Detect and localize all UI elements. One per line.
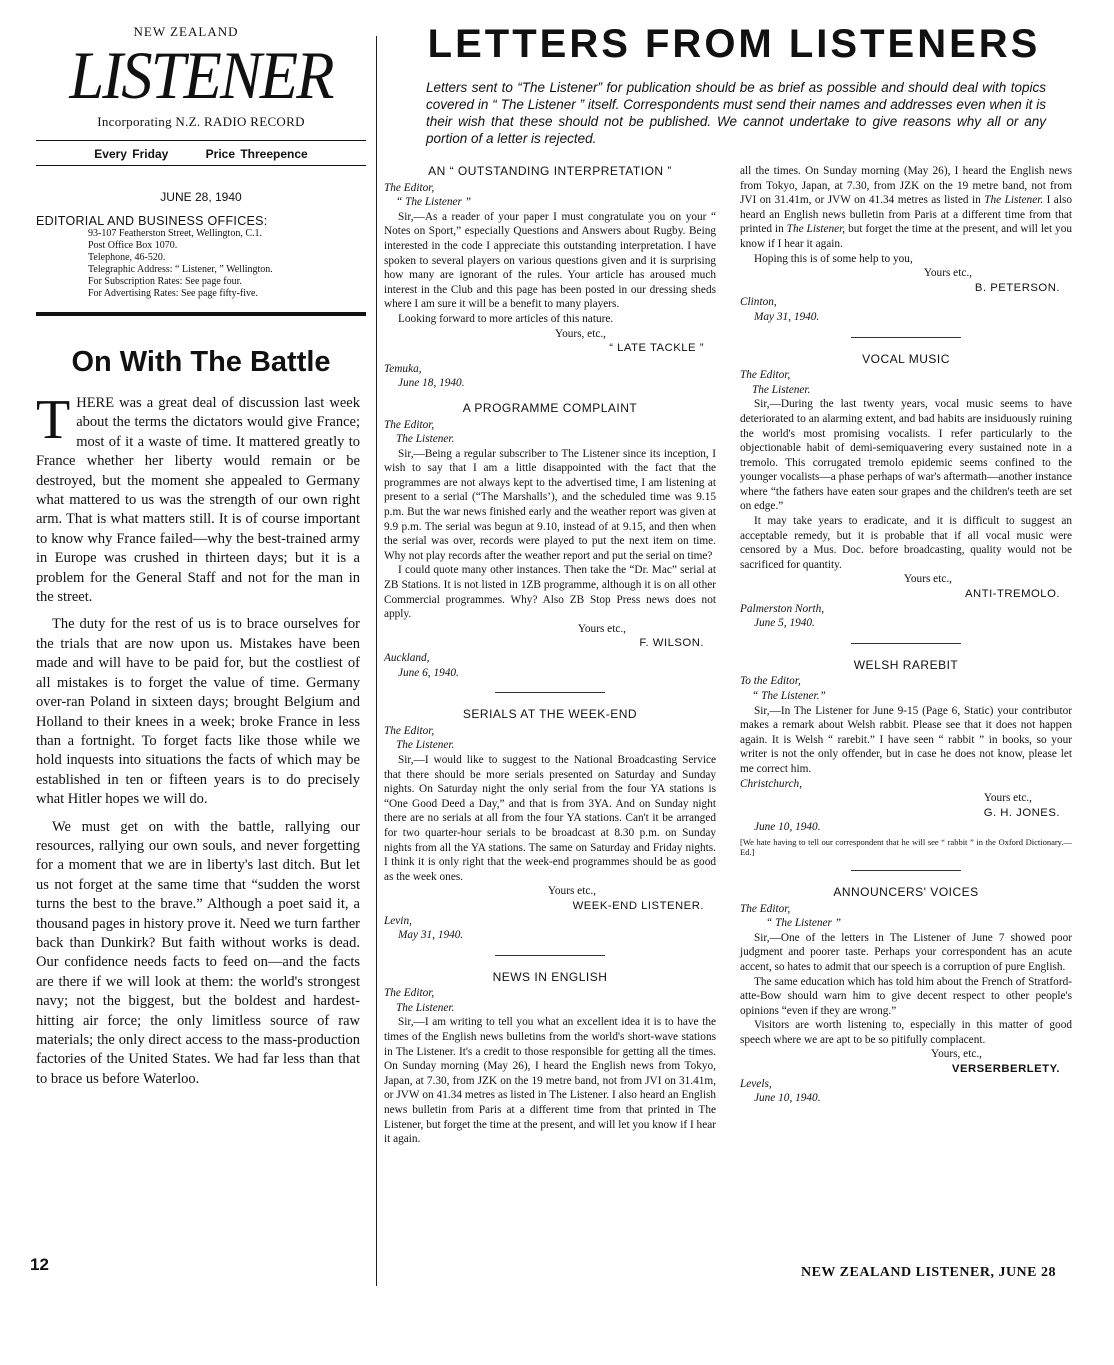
- masthead: [36, 24, 366, 316]
- letter-paragraph: Sir,—Being a regular subscriber to The Listener since its inception, I wish to say that I am a little disappointed with the fact that the programmes are not always kept to the advertised time, I am listening at present to a serial (“The Marshalls’), and the scheduled time was 9.15 p.m. But the war news finished early and the weather report was given at 9.9 p.m. The serial was begun at 9.10, instead of at 9.15, and then when the serial was over, records were played to put the next item on time. Why not play records after the weather report and put the serial on time?: [384, 447, 716, 562]
- masthead-incorporating: Incorporating N.Z. RADIO RECORD: [97, 114, 305, 129]
- letter-paragraph: The same education which has told him about the French of Stratford-atte-Bow should warn him to give decent respect to other people's opinions “even if they are wrong.”: [740, 975, 1072, 1017]
- letter-signature: WEEK-END LISTENER.: [572, 899, 704, 912]
- letter-separator: [495, 692, 605, 693]
- letter-paragraph: Sir,—During the last twenty years, vocal music seems to have deteriorated to an alarming extent, and bad habits are insiduously ruining the world's most promising vocalists. I refer particularly to the objectionable habit of demi-semiquavering every sustained note in a tremolo. This corrugated tremolo epidemic seems confined to the younger vocalists—a phase perhaps of war's aftermath—another instance where “the fathers have eaten sour grapes and the children's teeth are set on edge.”: [740, 398, 1072, 513]
- price: Price Threepence: [205, 147, 308, 161]
- office-line: Telephone, 46-520.: [88, 252, 166, 263]
- letter-publication: “ The Listener ”: [766, 917, 842, 930]
- letter-paragraph: Sir,—In The Listener for June 9-15 (Page 6, Static) your contributor makes a remark about Welsh rabbit. Please see that it does not happen again. It is Welsh “ rarebit.” I have seen “ rabbit ” in books, so your writer is not the only offender, but in case he does not know, please let me correct him.: [740, 704, 1072, 775]
- letter-closing: Yours etc.,: [923, 267, 972, 280]
- letter-paragraph: Looking forward to more articles of this nature.: [398, 312, 614, 325]
- letter-signature: B. PETERSON.: [974, 281, 1060, 294]
- letter-addressee: The Editor,: [384, 987, 435, 1000]
- letter-title: WELSH RAREBIT: [853, 657, 959, 672]
- letter-place: Auckland,: [384, 652, 430, 664]
- letter-date: June 5, 1940.: [754, 617, 815, 630]
- drop-cap: T: [36, 389, 71, 451]
- letter: [740, 885, 1072, 1106]
- offices-heading: EDITORIAL AND BUSINESS OFFICES:: [36, 214, 268, 228]
- letter-date: June 10, 1940.: [754, 1092, 821, 1105]
- letter-paragraph: It may take years to eradicate, and it is difficult to suggest an acceptable remedy, but it is probable that if all vocal music were censored by a Mus. Doc. before broadcasting, quality would not be sacrificed for quantity.: [740, 515, 1072, 571]
- letter-closing: Yours etc.,: [983, 792, 1032, 805]
- letter-publication: “ The Listener.”: [752, 690, 826, 702]
- editorial-body: [36, 389, 360, 1097]
- letter: [740, 658, 1072, 858]
- masthead-rule-2: [36, 165, 366, 166]
- letter-closing: Yours etc.,: [547, 885, 596, 898]
- letter-addressee: The Editor,: [384, 181, 435, 194]
- office-line: For Advertising Rates: See page fifty-five.: [88, 288, 258, 299]
- masthead-frequency-price: [36, 147, 366, 161]
- letters-column-right: [740, 164, 1072, 1106]
- letter-date: June 6, 1940.: [398, 666, 459, 679]
- letter-separator: [851, 337, 961, 338]
- letter-paragraph: Hoping this is of some help to you,: [754, 252, 913, 265]
- letter-date: June 18, 1940.: [398, 377, 465, 390]
- letters-title: LETTERS FROM LISTENERS: [427, 22, 1041, 66]
- letter-signature: F. WILSON.: [639, 637, 704, 650]
- letter-publication: The Listener.: [396, 739, 455, 752]
- letter-publication: The Listener.: [752, 383, 811, 396]
- masthead-logo: LISTENER: [69, 37, 333, 113]
- letter-signature: ANTI-TREMOLO.: [965, 588, 1060, 601]
- letter-separator: [851, 870, 961, 871]
- letter-signature: G. H. JONES.: [983, 806, 1060, 819]
- letter-paragraph: Sir,—I am writing to tell you what an excellent idea it is to have the times of the English news bulletins from the world's short-wave stations in The Listener. It's a credit to those responsible for getting all the times. On Sunday morning (May 26), I heard the English news from Tokyo, Japan, at 7.30, from JZK on the 19 metre band, not from JVI on 31.41m, or JVW on 41.34 metres as listed in The Listener. I also heard an English news bulletin from Paris at a different time from that printed in The Listener, but forget the time at the present, and will let you know if I hear it again.: [384, 1016, 716, 1146]
- letter-paragraph-continued: all the times. On Sunday morning (May 26), I heard the English news from Tokyo, Japan, at 7.30, from JZK on the 19 metre band, not from JVI on 31.41m, or JVW on 41.34 metres as listed in The Listener. I also heard an English news bulletin from Paris at a different time from that printed in The Listener, but forget the time at the present, and will let you know if I hear it again.: [740, 165, 1073, 250]
- letter-paragraph: Visitors are worth listening to, especially in this matter of good speech where we are apt to be so pitifully complacent.: [740, 1019, 1072, 1046]
- letter: [384, 164, 716, 391]
- editorial-paragraph: We must get on with the battle, rallying our resources, rallying our own souls, and never forgetting for a moment that we are in liberty's last ditch. But let us not forget at the same time that “sudden the worst turns the best to the brave.” Although a poet said it, a thousand pages in history prove it. Need we turn farther back than Dunkirk? But faith without works is dead. Our confidence needs facts to feed on—and the facts are there if we will look at them: the world's strongest navy; not the biggest, but the boldest and hardest-hitting air force; the only limitless source of raw materials; the only direct access to the mass-production factories of the United States. We had far less than that to brace us before Waterloo.: [36, 818, 360, 1087]
- letter-title: SERIALS AT THE WEEK-END: [462, 707, 638, 722]
- masthead-rule: [36, 140, 366, 141]
- letter-place: Levels,: [740, 1077, 772, 1090]
- letter-closing: Yours etc.,: [903, 573, 952, 586]
- letter-closing: Yours, etc.,: [931, 1048, 982, 1061]
- letter-publication: “ The Listener ”: [396, 196, 472, 209]
- editor-note: [We hate having to tell our correspondent that he will see “ rabbit ” in the Oxford Dictionary.—Ed.]: [740, 836, 1072, 858]
- letter-place: Temuka,: [384, 362, 422, 375]
- letter-publication: The Listener.: [396, 433, 455, 446]
- letter-title: ANNOUNCERS' VOICES: [833, 884, 979, 899]
- letter-place: Clinton,: [740, 296, 777, 309]
- letter-date: June 10, 1940.: [754, 821, 821, 834]
- letter-addressee: The Editor,: [384, 724, 435, 737]
- letter-publication: The Listener.: [396, 1001, 455, 1014]
- editorial-paragraph: The duty for the rest of us is to brace ourselves for the trials that are now upon us. Mistakes have been made and will have to be paid for, but the costliest of all mistakes is to forget the value of time. Germany over-ran Poland in sixteen days; brought Belgium and Holland to their knees in a week; broke France in less than a fortnight. To forget facts like those while we hold inquests into situations the facts of which may be established in ten or fifteen years is to do precisely what Hitler hopes we will do.: [36, 616, 360, 808]
- masthead-thick-rule: [36, 312, 366, 316]
- letters-intro: Letters sent to “The Listener” for publication should be as brief as possible and should deal with topics covered in “ The Listener ” itself. Correspondents must send their names and addresses even when it is their wish that these should not be published. We cannot undertake to give reasons why all or any portion of a letter is rejected.: [426, 80, 1046, 146]
- letter-addressee: The Editor,: [740, 902, 791, 915]
- letter-date: May 31, 1940.: [398, 929, 464, 942]
- office-line: For Subscription Rates: See page four.: [88, 276, 242, 287]
- letter-place: Christchurch,: [740, 777, 803, 790]
- running-footer: NEW ZEALAND LISTENER, JUNE 28: [800, 1265, 1056, 1280]
- every-friday: Every Friday: [94, 147, 169, 161]
- letter-place: Levin,: [384, 914, 412, 927]
- offices-block: [36, 214, 366, 300]
- office-line: 93-107 Featherston Street, Wellington, C.1.: [88, 228, 262, 239]
- masthead-nz: NEW ZEALAND: [133, 24, 239, 39]
- letter-separator: [495, 955, 605, 956]
- editorial-text: HERE was a great deal of discussion last week about the terms the dictators would give France; most of it a waste of time. It mattered greatly to France whether her liberty would remain or be destroyed, but the moment she appealed to Germany what mattered to us was the strength of our own right arm. That is what matters still. It is of course important to know why France failed—why the best-trained army in Europe was crushed in thirteen days; but it is a problem for the General Staff and not for the man in the street.: [36, 395, 360, 606]
- letter-title: AN “ OUTSTANDING INTERPRETATION ”: [428, 164, 672, 178]
- column-divider: [376, 36, 377, 1286]
- letter-signature: VERSERBERLETY.: [951, 1063, 1060, 1076]
- editorial-title: On With The Battle: [71, 346, 331, 378]
- letter-addressee: The Editor,: [740, 369, 791, 382]
- letter-addressee: The Editor,: [384, 418, 435, 431]
- letter: [384, 401, 716, 680]
- letter-date: May 31, 1940.: [754, 310, 820, 323]
- letter: [384, 969, 716, 1146]
- letter-signature: “ LATE TACKLE ”: [609, 342, 704, 355]
- letter-paragraph: Sir,—As a reader of your paper I must congratulate you on your “ Notes on Sport,” especially Questions and Answers about Rugby. Being interested in the code I appreciate this outstanding interpretation. I have spoken to several players on various questions given and it is surprising how many are ignorant of the rules. Your article has aroused much interest in the Club and this page has been posted in our dressing sheds where I am sure it will be a benefit to many players.: [384, 210, 716, 311]
- office-line: Telegraphic Address: “ Listener, ” Wellington.: [88, 264, 273, 275]
- letter-separator: [851, 643, 961, 644]
- letter: [740, 352, 1072, 631]
- letter-title: A PROGRAMME COMPLAINT: [462, 400, 638, 415]
- letters-column-left: [384, 164, 716, 1146]
- office-line: Post Office Box 1070.: [88, 240, 178, 251]
- issue-date: JUNE 28, 1940: [160, 190, 242, 204]
- letter-paragraph: Sir,—I would like to suggest to the National Broadcasting Service that there should be more serials presented on Saturday and Sunday nights. On Saturday night the only serial from the four YA stations is “One Good Deed a Day,” and that is from 3YA. And on Sunday night there are no serials at all from the four YA stations. Can't it be arranged for two quarter-hour serials to be broadcast at 8.30 p.m. on Sunday nights from all the YA stations. The same on Saturday and Friday nights. I think it is only right that the week-end programmes should be as good as the week ones.: [384, 753, 716, 883]
- letter-paragraph: I could quote many other instances. Then take the “Dr. Mac” serial at ZB Stations. It is not listed in 1ZB programme, although it is on all other Commercial programmes. Why? Also ZB Stop Press news does not apply.: [384, 564, 716, 621]
- letter-place: Palmerston North,: [740, 602, 825, 615]
- letter-title: NEWS IN ENGLISH: [492, 969, 608, 984]
- letter-closing: Yours etc.,: [577, 622, 626, 635]
- letter-title: VOCAL MUSIC: [862, 351, 950, 366]
- letter: [384, 707, 716, 943]
- page-number: 12: [30, 1255, 49, 1274]
- letter-addressee: To the Editor,: [740, 675, 801, 688]
- editorial-paragraph: [36, 389, 360, 607]
- letter-continued: [740, 164, 1072, 325]
- letter-closing: Yours, etc.,: [555, 327, 606, 340]
- letter-paragraph: Sir,—One of the letters in The Listener of June 7 showed poor judgment and poorer taste. Perhaps your correspondent has an acute accent, so hates to admit that our speech is a corruption of pure English.: [740, 931, 1072, 973]
